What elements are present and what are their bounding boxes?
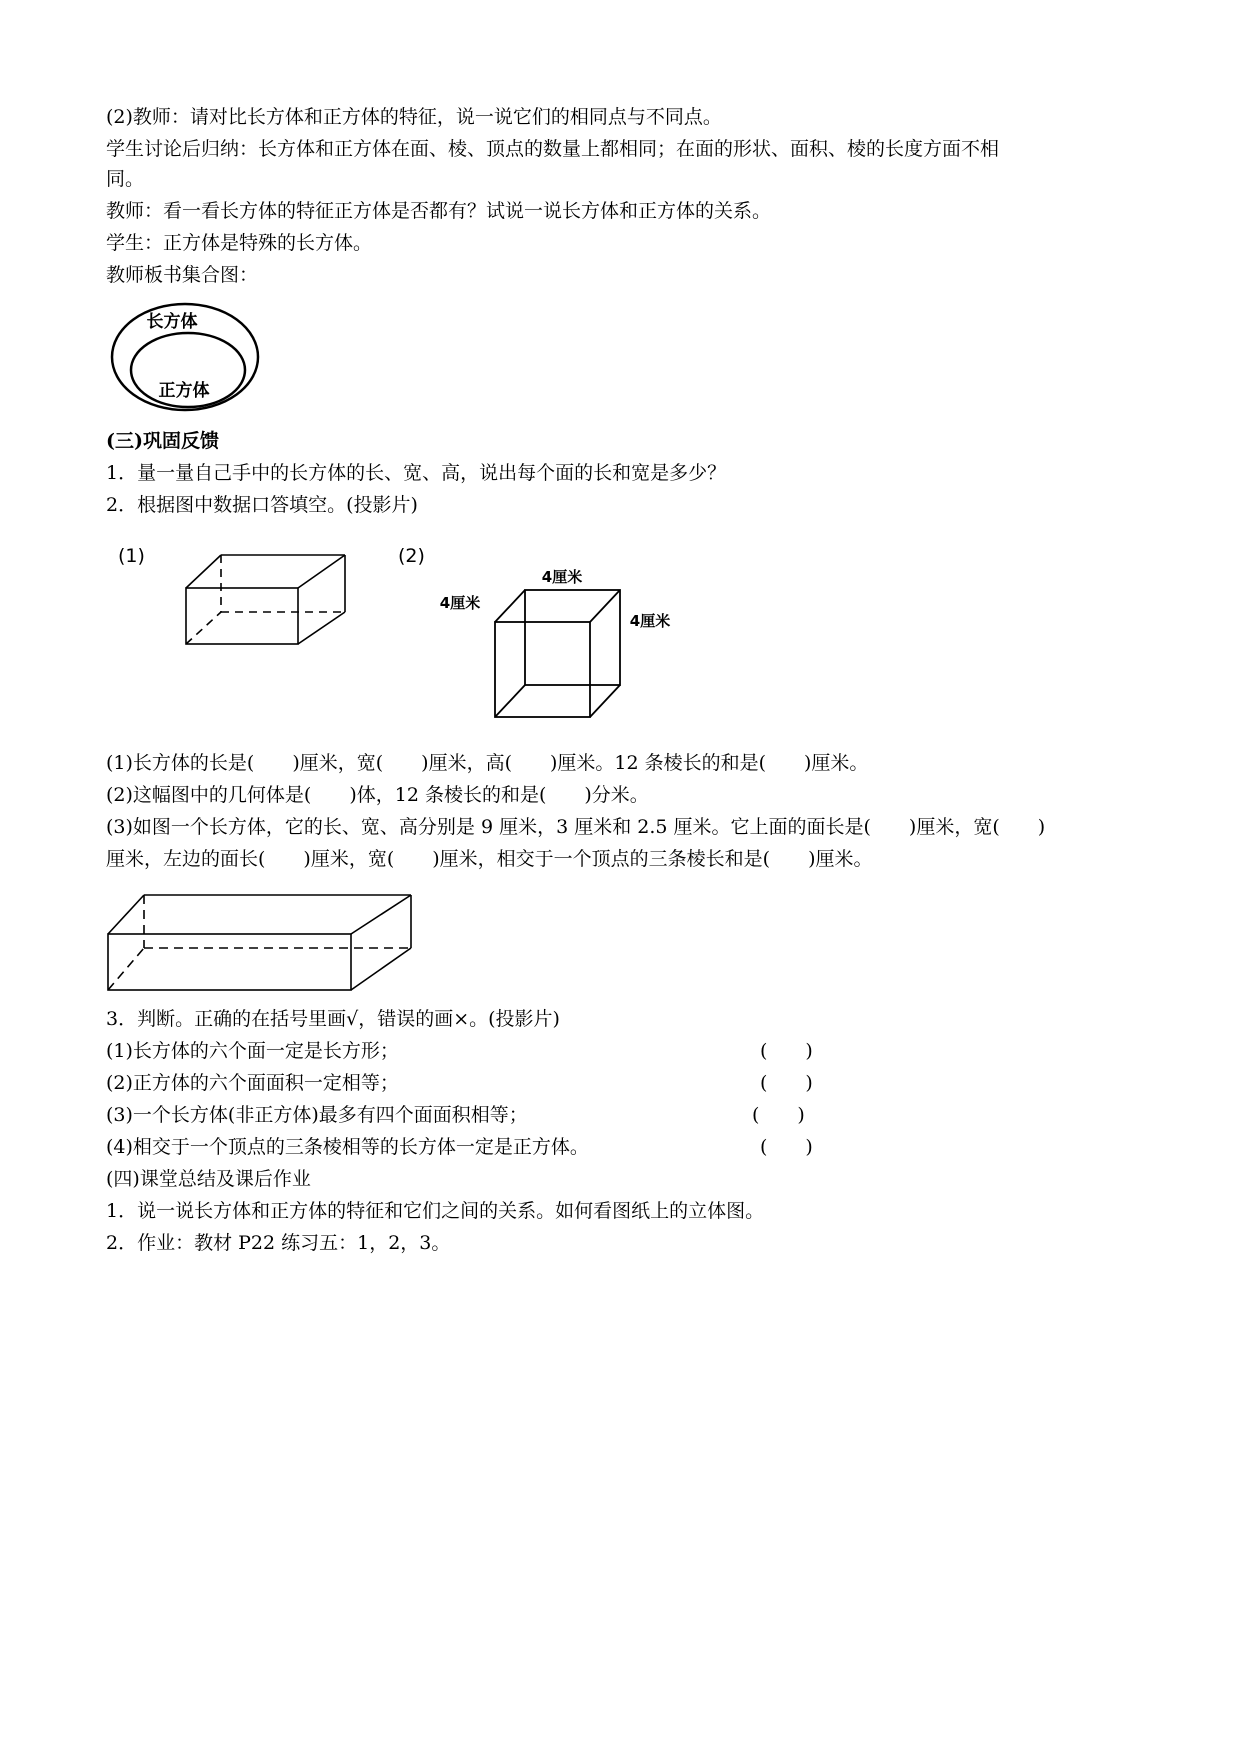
judge-1: (1)长方体的六个面一定是长方形； xyxy=(106,1040,399,1062)
section-heading: (三)巩固反馈 xyxy=(106,430,219,452)
text-line: 教师板书集合图： xyxy=(106,264,259,286)
cube-right-label: 4厘米 xyxy=(629,612,671,630)
fill-blank-2: (2)这幅图中的几何体是( )体，12 条棱长的和是( )分米。 xyxy=(106,784,649,806)
text-line: 教师：看一看长方体的特征正方体是否都有？试说一说长方体和正方体的关系。 xyxy=(106,200,772,222)
fill-blank-3: (3)如图一个长方体，它的长、宽、高分别是 9 厘米，3 厘米和 2.5 厘米。它上面的面长是( )厘米，宽( ) xyxy=(106,816,1046,838)
cube-figure-2 xyxy=(398,540,688,720)
text-line: (2)教师：请对比长方体和正方体的特征，说一说它们的相同点与不同点。 xyxy=(106,106,722,128)
answer-paren: ( ) xyxy=(760,1136,813,1158)
figure-1-label: (1) xyxy=(118,545,145,567)
judge-3: (3)一个长方体(非正方体)最多有四个面面积相等； xyxy=(106,1104,528,1126)
figure-2-label: (2) xyxy=(398,545,425,567)
venn-inner-label: 正方体 xyxy=(158,381,210,401)
summary-1: 1．说一说长方体和正方体的特征和它们之间的关系。如何看图纸上的立体图。 xyxy=(106,1200,765,1222)
venn-outer-label: 长方体 xyxy=(146,312,198,332)
question-1: 1．量一量自己手中的长方体的长、宽、高，说出每个面的长和宽是多少？ xyxy=(106,462,727,484)
text-line: 同。 xyxy=(106,168,145,190)
summary-2: 2．作业：教材 P22 练习五：1，2，3。 xyxy=(106,1232,451,1254)
fill-blank-1: (1)长方体的长是( )厘米，宽( )厘米，高( )厘米。12 条棱长的和是( )厘米。 xyxy=(106,752,869,774)
judge-2: (2)正方体的六个面面积一定相等； xyxy=(106,1072,399,1094)
question-2: 2．根据图中数据口答填空。(投影片) xyxy=(106,494,418,516)
question-3: 3．判断。正确的在括号里画√，错误的画×。(投影片) xyxy=(106,1008,560,1030)
text-line: 学生讨论后归纳：长方体和正方体在面、棱、顶点的数量上都相同；在面的形状、面积、棱的长度方面不相 xyxy=(106,138,1000,160)
answer-paren: ( ) xyxy=(752,1104,805,1126)
cuboid-figure-3 xyxy=(106,890,426,1000)
text-line: 学生：正方体是特殊的长方体。 xyxy=(106,232,373,254)
cube-top-label: 4厘米 xyxy=(541,568,583,586)
section-heading: (四)课堂总结及课后作业 xyxy=(106,1168,311,1190)
fill-blank-3-cont: 厘米，左边的面长( )厘米，宽( )厘米，相交于一个顶点的三条棱长和是( )厘米。 xyxy=(106,848,873,870)
cuboid-figure-1 xyxy=(118,540,378,650)
venn-diagram xyxy=(110,302,310,412)
judge-4: (4)相交于一个顶点的三条棱相等的长方体一定是正方体。 xyxy=(106,1136,589,1158)
cube-left-label: 4厘米 xyxy=(439,594,481,612)
answer-paren: ( ) xyxy=(760,1072,813,1094)
answer-paren: ( ) xyxy=(760,1040,813,1062)
